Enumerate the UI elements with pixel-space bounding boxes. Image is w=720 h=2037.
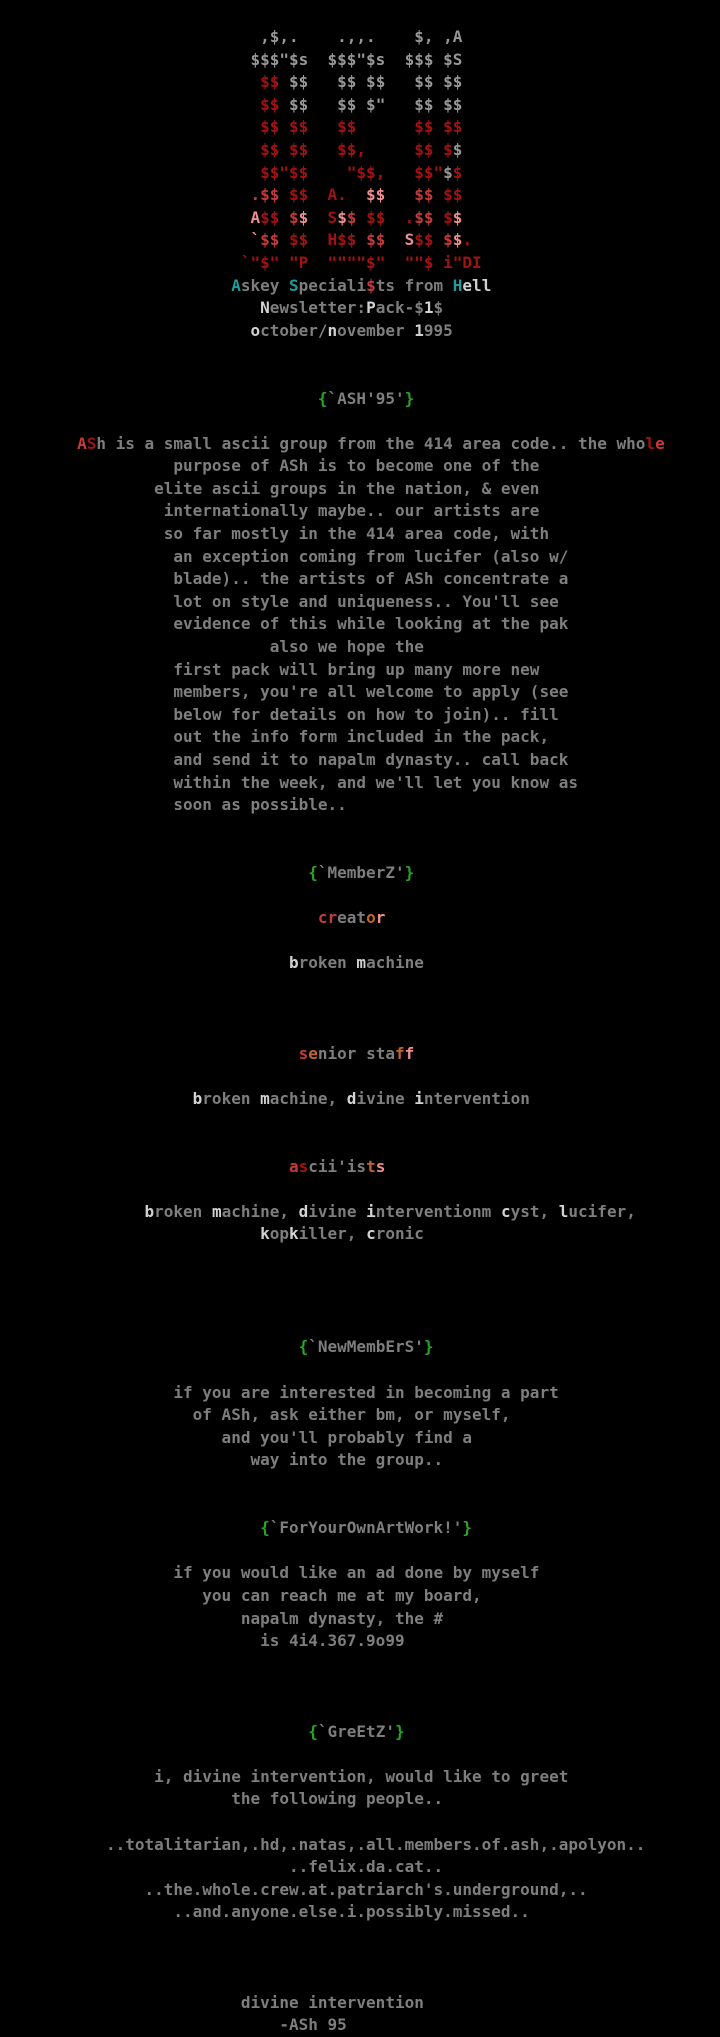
- text-line: an exception coming from lucifer (also w/: [0, 546, 569, 566]
- text-line: [0, 1269, 720, 1292]
- text-line: Newsletter:Pack-$1$: [260, 298, 444, 318]
- text-line: within the week, and we'll let you know as: [0, 772, 578, 792]
- text-line: creator: [317, 908, 386, 928]
- text-line: [0, 1133, 720, 1156]
- text-line: $$ $$ $$ $$ $$: [260, 117, 463, 137]
- text-line: senior staff: [298, 1043, 415, 1063]
- text-line: and you'll probably find a: [0, 1427, 473, 1447]
- text-line: [0, 1020, 720, 1043]
- text-line: [0, 930, 720, 953]
- text-line: lot on style and uniqueness.. You'll see: [0, 591, 559, 611]
- text-line: [0, 885, 720, 908]
- text-line: [0, 1675, 720, 1698]
- text-line: and send it to napalm dynasty.. call back: [0, 750, 569, 769]
- text-line: ASh is a small ascii group from the 414 area code.. the whole: [77, 433, 665, 453]
- text-line: blade).. the artists of ASh concentrate a: [0, 569, 569, 589]
- text-line: $$ $$ $$ $$ $$ $$: [260, 72, 463, 92]
- text-line: -ASh 95: [0, 2015, 347, 2035]
- text-line: also we hope the: [0, 637, 424, 657]
- text-line: [0, 817, 720, 840]
- text-line: [0, 1811, 720, 1834]
- text-line: kopkiller, cronic: [260, 1224, 424, 1244]
- text-line: [0, 342, 720, 365]
- text-line: below for details on how to join).. fill: [0, 704, 559, 724]
- text-line: [0, 998, 720, 1021]
- text-line: members, you're all welcome to apply (see: [0, 682, 569, 702]
- text-line: soon as possible..: [0, 795, 347, 815]
- text-line: [0, 1291, 720, 1314]
- text-line: ..the.whole.crew.at.patriarch's.underground,..: [0, 1879, 588, 1899]
- text-line: is 4i4.367.9o99: [0, 1631, 405, 1651]
- text-line: way into the group..: [0, 1450, 444, 1470]
- text-line: ascii'ists: [288, 1156, 386, 1176]
- text-line: [0, 1314, 720, 1337]
- text-line: first pack will bring up many more new: [0, 659, 540, 679]
- text-line: broken machine, divine intervention: [192, 1088, 530, 1108]
- text-line: if you would like an ad done by myself: [0, 1563, 540, 1583]
- text-line: [0, 1653, 720, 1676]
- text-line: [0, 365, 720, 388]
- text-line: {`ASH'95'}: [317, 388, 415, 408]
- text-line: internationally maybe.. our artists are: [0, 501, 540, 521]
- text-line: [0, 1178, 720, 1201]
- text-line: ..felix.da.cat..: [0, 1857, 444, 1877]
- text-line: {`ForYourOwnArtWork!'}: [260, 1518, 473, 1538]
- text-line: [0, 1698, 720, 1721]
- text-line: you can reach me at my board,: [0, 1585, 482, 1605]
- text-line: $$"$$ "$$, $$"$$: [260, 162, 463, 182]
- text-line: [0, 1969, 720, 1992]
- text-line: purpose of ASh is to become one of the: [0, 456, 540, 476]
- text-line: [0, 1111, 720, 1134]
- text-line: $$$"$s $$$"$s $$$ $S: [0, 49, 463, 69]
- text-line: ..totalitarian,.hd,.natas,.all.members.of.ash,.apolyon..: [0, 1834, 646, 1854]
- text-line: [0, 1246, 720, 1269]
- text-line: out the info form included in the pack,: [0, 727, 550, 747]
- text-line: if you are interested in becoming a part: [0, 1382, 559, 1402]
- text-line: Askey Speciali$ts from Hell: [231, 275, 492, 295]
- text-line: divine intervention: [0, 1992, 424, 2012]
- text-line: the following people..: [0, 1789, 444, 1809]
- text-line: [0, 1540, 720, 1563]
- text-line: [0, 1472, 720, 1495]
- text-line: broken machine, divine interventionm cyst, lucifer,: [144, 1201, 636, 1221]
- text-line: [0, 1946, 720, 1969]
- text-line: A$$ $$ S$$ $$ .$$ $$: [250, 207, 463, 227]
- text-line: evidence of this while looking at the pak: [0, 614, 569, 634]
- text-line: i, divine intervention, would like to greet: [0, 1766, 569, 1786]
- text-line: [0, 975, 720, 998]
- text-line: [0, 1924, 720, 1947]
- text-line: [0, 410, 720, 433]
- text-line: [0, 1065, 720, 1088]
- text-line: {`NewMembErS'}: [298, 1337, 434, 1357]
- text-line: napalm dynasty, the #: [0, 1608, 444, 1628]
- text-line: {`GreEtZ'}: [308, 1721, 405, 1741]
- text-line: $$ $$ $$ $" $$ $$: [260, 94, 463, 114]
- text-line: .$$ $$ A. $$ $$ $$: [250, 185, 463, 205]
- text-line: [0, 1743, 720, 1766]
- text-line: `$$ $$ H$$ $$ S$$ $$.: [250, 230, 473, 250]
- text-line: ..and.anyone.else.i.possibly.missed..: [0, 1902, 530, 1922]
- text-line: {`MemberZ'}: [308, 862, 415, 882]
- text-line: ,$,. .,,. $, ,A: [0, 27, 463, 46]
- text-line: [0, 1359, 720, 1382]
- text-line: october/november 1995: [250, 320, 453, 340]
- text-line: [0, 839, 720, 862]
- text-line: so far mostly in the 414 area code, with: [0, 524, 550, 544]
- text-line: $$ $$ $$, $$ $$: [260, 139, 463, 159]
- text-line: broken machine: [288, 953, 424, 973]
- text-line: [0, 1495, 720, 1518]
- text-line: of ASh, ask either bm, or myself,: [0, 1405, 511, 1425]
- text-line: `"$" "P """"$" ""$ i"DI: [240, 252, 482, 272]
- text-line: elite ascii groups in the nation, & even: [0, 478, 540, 498]
